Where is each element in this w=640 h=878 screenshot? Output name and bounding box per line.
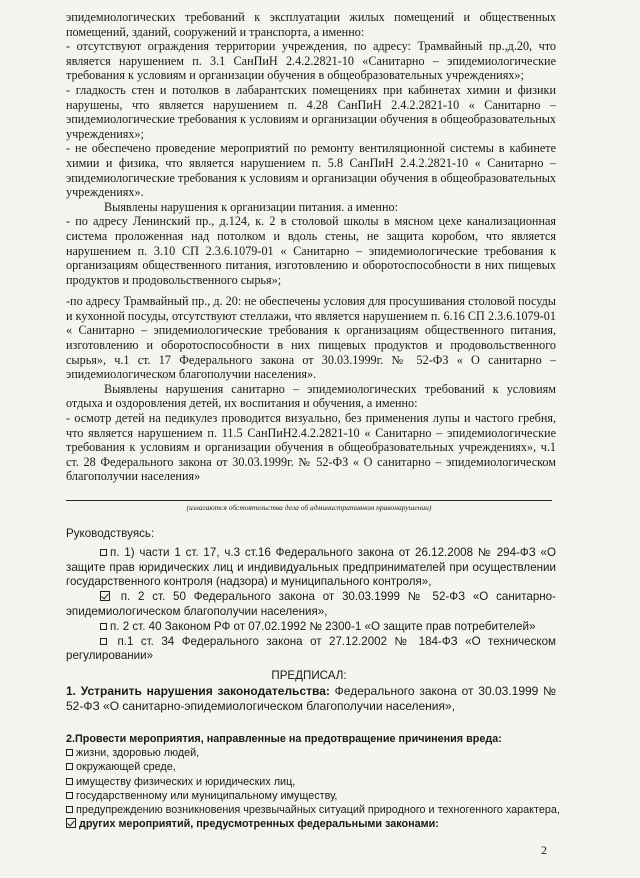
guided-item-text: п. 1) части 1 ст. 17, ч.3 ст.16 Федерального закона от 26.12.2008 № 294-ФЗ «О защите прав юридических лиц и индивидуальных предпринимателей при осуществлении государственного контроля (надзора) и муниципального контроля», (66, 545, 556, 589)
task-2-item (66, 789, 566, 803)
violations-paragraph: - по адресу Ленинский пр., д.124, к. 2 в столовой школы в мясном цехе канализационная система проложенная над потолком и вдоль стены, не защита коробом, что является нарушением п. 3.10 СП 2.3.6.1079-01 « Санитарно – эпидемиологические требования к организациям общественного питания, изготовлению и оборотоспособности в них пищевых продуктов и продовольственного сырья»; (66, 214, 556, 287)
task-2-heading: 2.Провести мероприятия, направленные на предотвращение причинения вреда: (66, 733, 502, 745)
task-1-text: Федерального закона от 30.03.1999 № 52-ФЗ «О санитарно-эпидемиологическом благополучии населения», (66, 684, 556, 713)
page-number: 2 (541, 843, 547, 857)
guided-item (66, 620, 556, 635)
violations-paragraph: эпидемиологических требований к эксплуатации жилых помещений и общественных помещений, зданий, сооружений и транспорта, а именно: (66, 10, 556, 39)
divider-caption: (излагаются обстоятельства дела об административном правонарушении) (186, 503, 432, 512)
task-2-item-text: государственному или муниципальному имуществу, (76, 789, 338, 802)
unchecked-box-icon (100, 638, 107, 645)
unchecked-box-icon (100, 549, 107, 556)
violations-paragraph: - осмотр детей на педикулез проводится визуально, без применения лупы и частого гребня, что является нарушением п. 11.5 СанПиН2.4.2.2821-10 « Санитарно – эпидемиологические требования к условиям и организации обучения в общеобразовательных учреждениях», ч.1 ст. 28 Федерального закона от 30.03.1999г. № 52-ФЗ « О санитарно – эпидемиологическом благополучии населения» (66, 411, 556, 484)
unchecked-box-icon (66, 778, 73, 785)
task-2-item-text: других мероприятий, предусмотренных федеральными законами: (79, 818, 439, 831)
unchecked-box-icon (66, 792, 73, 799)
task-2-item (66, 803, 566, 817)
checked-box-icon (66, 818, 76, 828)
task-2-item-text: жизни, здоровью людей, (76, 747, 200, 760)
task-2-item-text: предупреждению возникновения чрезвычайных ситуаций природного и техногенного характера, (76, 804, 560, 817)
unchecked-box-icon (66, 806, 73, 813)
guided-by-heading: Руководствуясь: (66, 527, 155, 540)
guided-item (66, 635, 556, 665)
guided-by-section (66, 527, 556, 664)
task-1 (66, 684, 556, 714)
violations-paragraph: - не обеспечено проведение мероприятий по ремонту вентиляционной системы в кабинете химии и физика, что является нарушением п. 5.8 СанПиН 2.4.2.2821-10 « Санитарно – эпидемиологические требования к условиям и организации обучения в общеобразовательных учреждениях». (66, 141, 556, 200)
violations-paragraph: Выявлены нарушения к организации питания. а именно: (104, 199, 398, 214)
violations-paragraph: - отсутствуют ограждения территории учреждения, по адресу: Трамвайный пр.,д.20, что является нарушением п. 3.1 СанПиН 2.4.2.2821-10 «Санитарно – эпидемиологические требования к условиям и организации обучения в общеобразовательных учреждениях»; (66, 39, 556, 83)
task-2-item (66, 817, 566, 831)
violations-paragraph: - гладкость стен и потолков в лабарантских помещениях при кабинетах химии и физики нарушены, что является нарушением п. 4.28 СанПиН 2.4.2.2821-10 « Санитарно – эпидемиологические требования к условиям и организации обучения в общеобразовательных учреждениях»; (66, 82, 556, 141)
task-1-heading: 1. Устранить нарушения законодательства: (66, 684, 330, 698)
guided-item-text: п. 2 ст. 40 Законом РФ от 07.02.1992 № 2300-1 «О защите прав потребителей» (110, 619, 536, 633)
task-2-item-text: окружающей среде, (76, 761, 176, 774)
guided-item-text: п.1 ст. 34 Федерального закона от 27.12.2002 № 184-ФЗ «О техническом регулировании» (66, 634, 556, 663)
unchecked-box-icon (100, 623, 107, 630)
task-2 (66, 732, 566, 831)
guided-item (66, 546, 556, 590)
prescribed-heading: ПРЕДПИСАЛ: (271, 669, 347, 682)
task-2-item (66, 760, 566, 774)
task-2-item-text: имуществу физических и юридических лиц, (76, 775, 296, 788)
unchecked-box-icon (66, 763, 73, 770)
violations-paragraph: Выявлены нарушения санитарно – эпидемиологических требований к условиям отдыха и оздоровления детей, их воспитания и обучения, а именно: (66, 381, 556, 411)
section-divider (66, 500, 552, 501)
unchecked-box-icon (66, 749, 73, 756)
violations-text (66, 10, 556, 484)
task-2-item (66, 746, 566, 760)
violations-paragraph: -по адресу Трамвайный пр., д. 20: не обеспечены условия для просушивания столовой посуды и кухонной посуды, отсутствуют стеллажи, что является нарушением п. 6.16 СП 2.3.6.1079-01 « Санитарно – эпидемиологические требования к организациям общественного питания, изготовлению и оборотоспособности в них пищевых продуктов и продовольственного сырья», ч.1 ст. 17 Федерального закона от 30.03.1999г. № 52-ФЗ « О санитарно – эпидемиологическом благополучии населения». (66, 294, 556, 382)
guided-item-text: п. 2 ст. 50 Федерального закона от 30.03.1999 № 52-ФЗ «О санитарно-эпидемиологическом благополучии населения», (66, 590, 556, 618)
checked-box-icon (100, 591, 110, 601)
task-2-item (66, 775, 566, 789)
guided-item (66, 590, 556, 620)
